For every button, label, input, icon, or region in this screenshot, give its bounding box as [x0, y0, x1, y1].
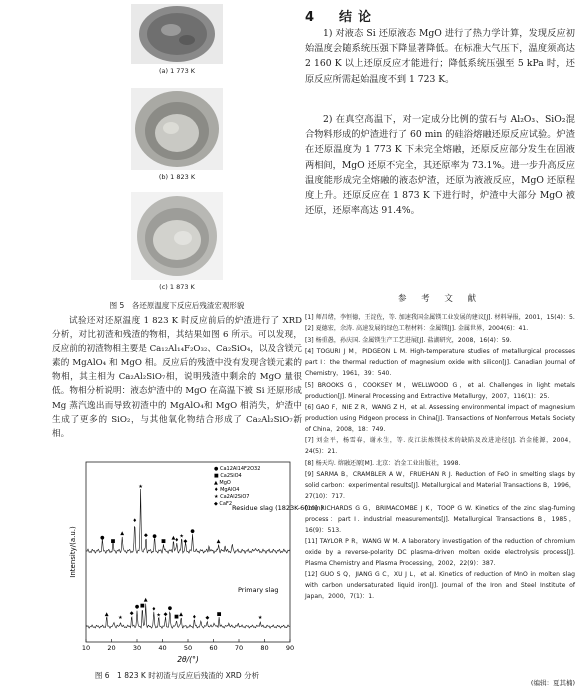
left-column	[52, 0, 324, 687]
x-tick-label: 50	[183, 644, 193, 652]
legend-entry: ▲ MgO	[214, 480, 231, 486]
peak-marker: ★	[118, 615, 123, 622]
references-title: 参 考 文 献	[397, 294, 483, 304]
peak-marker: ●	[190, 528, 195, 535]
legend-entry: ◆ CaF2	[214, 501, 233, 507]
peak-marker: ▲	[104, 611, 109, 618]
reference-item: [7] 刘金平，杨雪春，谢永生，等. 皮江法炼镁技术的缺陷及改进途径[J]. 冶金能源，2004，24(5)：21.	[305, 437, 575, 456]
reference-item: [9] SARMA B，CRAMBLER A W，FRUEHAN R J. Reduction of FeO in smelting slags by solid carbon：experimental results[J]. Metallurgical and Material Transactions B，1996，27(10)：717.	[305, 471, 575, 501]
reference-item: [5] BROOKS G，COOKSEY M，WELLWOOD G，et al. Challenges in light metals production[J]. Mineral Processing and Extractive Metallurgy，2007，116(1)：25.	[305, 381, 575, 400]
reference-item: [4] TOGURI J M，PIDGEON L M. High-temperature studies of metallurgical processes part Ⅰ：the thermal reduction of magnesium oxide with silicon[J]. Canadian Journal of Chemistry，1961，39：540.	[305, 348, 575, 378]
photo-c-image	[131, 192, 223, 280]
peak-marker: ◆	[143, 532, 148, 539]
series-label-primary: Primary slag	[238, 586, 279, 594]
peak-marker: ◆	[205, 615, 210, 622]
right-column	[305, 0, 575, 687]
series-label-residue: Residue slag (1823K-60min)	[232, 504, 324, 512]
peak-marker: ◆	[183, 538, 188, 545]
section-title: 4 结论	[305, 10, 378, 25]
peak-marker: ●	[134, 604, 140, 611]
peak-marker: ■	[161, 538, 166, 545]
peak-marker: ▲	[171, 534, 176, 541]
y-axis-label: Intensity/(a.u.)	[69, 526, 77, 578]
legend-entry: ■ Ca2SiO4	[214, 473, 242, 479]
x-tick-label: 20	[107, 644, 116, 652]
reference-item: [11] TAYLOR P R，WANG W M. A laboratory investigation of the reduction of chromium oxide by a reverse-polarity DC plasma-driven molten oxide electrolysis process[J]. Plasma Chemistry and Plasma Processing，2002，22(9)：387.	[305, 537, 575, 567]
x-tick-label: 40	[158, 644, 167, 652]
editor-footnote: (编辑：夏其楠)	[530, 679, 575, 687]
x-axis-label: 2θ/(°)	[177, 655, 199, 664]
peak-marker: ▲	[179, 611, 184, 618]
peak-marker: ●	[100, 534, 105, 541]
reference-item: [3] 杨重愚，孙庆国. 金属镁生产工艺进展[J]. 盐湖研究，2008，16(4)：59.	[305, 336, 512, 344]
photo-c	[131, 192, 223, 280]
peak-marker: ★	[179, 533, 184, 540]
peak-marker: ♦	[132, 518, 137, 525]
peak-marker: ■	[110, 538, 116, 545]
peak-marker: ●	[167, 605, 173, 612]
legend-entry: ♦ MgAlO4	[214, 487, 240, 493]
body-paragraph: 试验还对还原温度 1 823 K 时反应前后的炉渣进行了 XRD 分析，对比初渣和残渣的物相，其结果如图 6 所示。可以发现，反应前的初渣物相主要是 Ca₁₂Al₁₄F₂O₃₂、Ca₂SiO₄，以及含镁元素的 MgAlO₄ 和 MgO 相。反应后的残渣中没有发现含镁元素的物相，其主相为 Ca₂Al₂SiO₇相，说明残渣中剩余的 MgO 量很低。物相分析说明：液态炉渣中的 MgO 在高温下被 Si 还原形成 Mg 蒸汽逸出而导致初渣中的 MgAlO₄和 MgO 相消失，炉渣中生成了更多的 SiO₂，与其他氧化物结合形成了 Ca₂Al₂SiO₇新相。	[52, 316, 302, 439]
peak-marker: ★	[138, 484, 143, 490]
peak-marker: ★	[257, 615, 263, 622]
reference-item: [10] RICHARDS G G，BRIMACOMBE J K，TOOP G W. Kinetics of the zinc slag-fuming process：part Ⅰ. industrial measurements[J]. Metallurgical Transactions B，1985，16(9)：513.	[305, 504, 575, 534]
reference-item: [12] GUO S Q，JIANG G C，XU J L，et al. Kinetics of reduction of MnO in molten slag with carbon undersaturated liquid iron[J]. Journal of the Iron and Steel Institute of Japan，2000，7(1)：1.	[305, 571, 575, 601]
peak-marker: ♦	[192, 614, 197, 621]
peak-marker: ▲	[143, 597, 148, 603]
peak-marker: ♦	[151, 606, 157, 613]
xrd-chart	[64, 458, 324, 666]
photo-a-block	[52, 4, 302, 75]
x-tick-label: 60	[209, 644, 218, 652]
x-tick-label: 30	[132, 644, 142, 652]
peak-marker: ♦	[174, 537, 180, 544]
peak-marker: ■	[174, 613, 179, 620]
peak-marker: ◆	[163, 611, 168, 618]
photo-a-caption: (a) 1 773 K	[158, 67, 196, 75]
reference-item: [2] 夏德宏，余涛. 高速发展的绿色工程材料：金属镁[J]. 金属世界，2004(6)：41.	[305, 325, 529, 333]
x-tick-label: 80	[260, 644, 269, 652]
xrd-plot	[64, 458, 324, 666]
photo-b-image	[131, 88, 223, 170]
photo-a	[131, 4, 223, 64]
figure-5-caption: 图 5 各还原温度下反应后残渣宏观形貌	[109, 301, 245, 310]
peak-marker: ◆	[129, 610, 134, 617]
peak-marker: ■	[139, 602, 145, 609]
conclusion-2: 2) 在真空高温下，对一定成分比例的萤石与 Al₂O₃、SiO₂混合物料形成的炉渣进行了 60 min 的硅浴熔融还原反应试验。炉渣在还原温度为 1 773 K 下未完全熔融，还原反应部分发生在固液两相间，MgO 还原不完全，其还原率为 73.1%。进一步升高反应温度能形成完全熔融的液态炉渣，还原为液液反应，MgO 还原程度上升。还原反应在 1 873 K 下进行时，炉渣中大部分 MgO 被还原，还原率高达 91.4%。	[305, 114, 575, 217]
legend-entry: ★ Ca2Al2SiO7	[214, 494, 250, 500]
photo-b-caption: (b) 1 823 K	[158, 173, 196, 181]
peak-marker: ▲	[216, 538, 221, 545]
photo-b	[131, 88, 223, 170]
reference-item: [8] 杨天均. 熔融还原[M]. 北京：冶金工业出版社，1998.	[305, 459, 461, 467]
x-tick-label: 10	[81, 644, 91, 652]
photo-c-caption: (c) 1 873 K	[159, 283, 195, 291]
conclusion-1: 1) 对液态 Si 还原液态 MgO 进行了热力学计算，发现反应初始温度会随系统压强下降显著降低。在标准大气压下，温度须高达 2 160 K 以上还原反应才能进行；降低系统压强至 5 kPa 时，还原反应所需起始温度不到 1 723 K。	[305, 28, 575, 85]
x-tick-label: 90	[285, 644, 295, 652]
figure-6-caption: 图 6 1 823 K 时初渣与反应后残渣的 XRD 分析	[94, 671, 260, 680]
peak-marker: ■	[216, 611, 222, 618]
photo-b-block	[52, 88, 302, 181]
peak-marker: ▲	[120, 530, 125, 537]
legend-entry: ● Ca12Al14F2O32	[214, 466, 261, 472]
peak-marker: ●	[152, 533, 157, 540]
photo-a-image	[131, 4, 223, 64]
reference-item: [6] GAO F，NIE Z R，WANG Z H，et al. Assessing environmental impact of magnesium production using Pidgeon process in China[J]. Transactions of Nonferrous Metals Society of China，2008，18：749.	[305, 403, 575, 433]
reference-item: [1] 师昌绪，李恒德，王淀佐，等. 加速我国金属镁工业发展的建议[J]. 材料导报，2001，15(4)：5.	[305, 314, 575, 321]
x-tick-label: 70	[234, 644, 244, 652]
references-list	[305, 312, 575, 603]
photo-c-block	[52, 192, 302, 291]
peak-marker: ★	[156, 612, 161, 619]
